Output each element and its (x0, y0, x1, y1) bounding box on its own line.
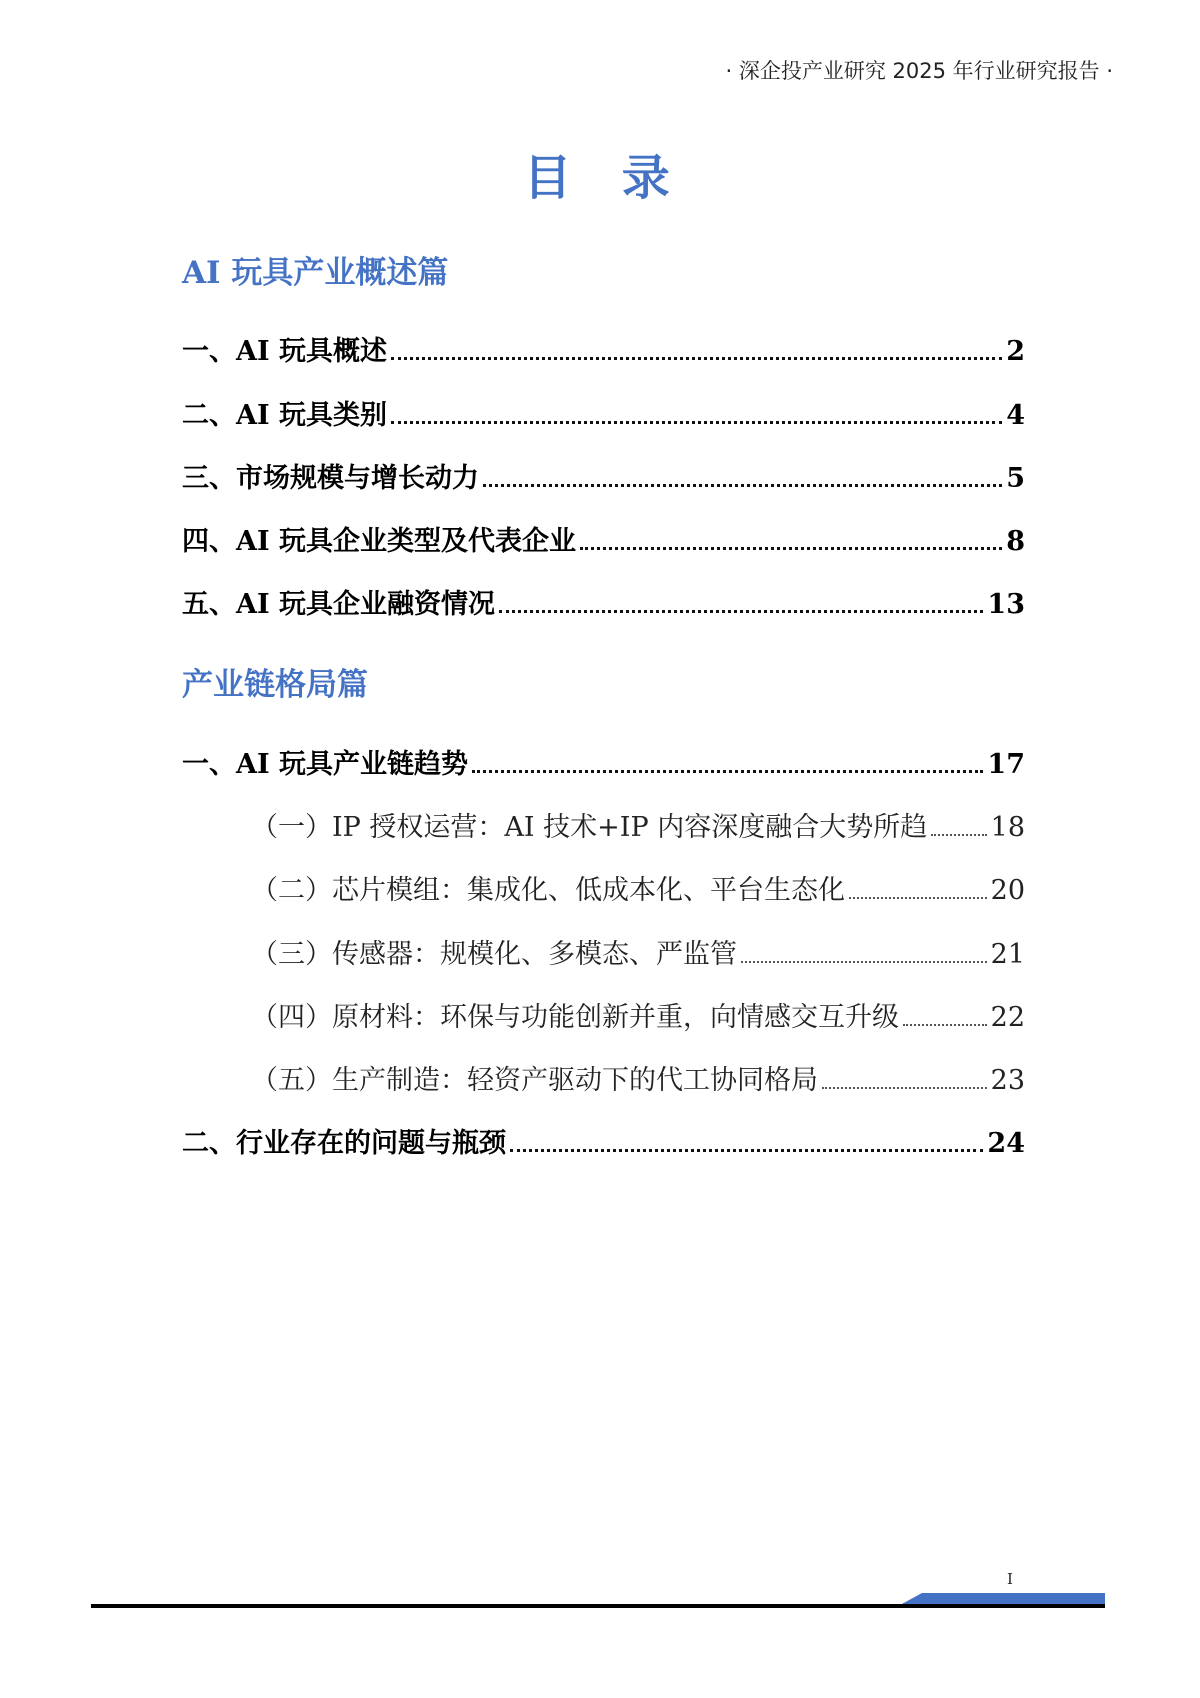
toc-subentry[interactable] (251, 935, 1025, 975)
dot-leader (391, 421, 1002, 424)
toc-subentry-label: （二）芯片模组：集成化、低成本化、平台生态化 (251, 875, 845, 906)
dot-leader (580, 547, 1002, 550)
dot-leader (849, 897, 987, 899)
toc-subentry-page: 18 (990, 812, 1025, 843)
toc-entry[interactable] (182, 332, 1025, 372)
toc-entry-label: 一、AI 玩具概述 (182, 336, 387, 367)
dot-leader (510, 1149, 983, 1152)
dot-leader (822, 1087, 987, 1089)
toc-entry-page: 4 (1006, 400, 1025, 431)
toc-entry-page: 17 (987, 749, 1025, 780)
toc-entry-page: 13 (987, 589, 1025, 620)
toc-entry[interactable] (182, 522, 1025, 562)
toc-entry-label: 四、AI 玩具企业类型及代表企业 (182, 526, 576, 557)
dot-leader (903, 1024, 987, 1026)
toc-entry[interactable] (182, 459, 1025, 499)
toc-subentry-page: 21 (990, 939, 1025, 970)
toc-entry-label: 二、行业存在的问题与瓶颈 (182, 1128, 506, 1159)
toc-subentry-page: 20 (990, 875, 1025, 906)
dot-leader (931, 834, 986, 836)
dot-leader (741, 961, 987, 963)
footer-rule (91, 1604, 1105, 1608)
toc-subentry-label: （五）生产制造：轻资产驱动下的代工协同格局 (251, 1065, 818, 1096)
toc-entry-label: 三、市场规模与增长动力 (182, 463, 479, 494)
toc-entry-page: 24 (987, 1128, 1025, 1159)
toc-subentry[interactable] (251, 871, 1025, 911)
section-heading-industry-chain: 产业链格局篇 (182, 667, 368, 703)
toc-entry[interactable] (182, 585, 1025, 625)
toc-subentry[interactable] (251, 998, 1025, 1038)
toc-subentry[interactable] (251, 808, 1025, 848)
dot-leader (483, 484, 1002, 487)
dot-leader (391, 357, 1002, 360)
section-heading-overview: AI 玩具产业概述篇 (182, 255, 449, 291)
toc-entry-page: 5 (1006, 463, 1025, 494)
running-header: · 深企投产业研究 2025 年行业研究报告 · (725, 59, 1113, 83)
toc-subentry-label: （一）IP 授权运营：AI 技术+IP 内容深度融合大势所趋 (251, 812, 928, 843)
toc-entry[interactable] (182, 396, 1025, 436)
toc-subentry-page: 22 (990, 1002, 1025, 1033)
toc-entry-label: 一、AI 玩具产业链趋势 (182, 749, 468, 780)
page-number: I (1007, 1570, 1013, 1588)
dot-leader (499, 610, 983, 613)
toc-entry-label: 五、AI 玩具企业融资情况 (182, 589, 495, 620)
toc-subentry[interactable] (251, 1061, 1025, 1101)
toc-title: 目 录 (523, 150, 687, 206)
toc-entry[interactable] (182, 1124, 1025, 1164)
toc-entry[interactable] (182, 745, 1025, 785)
dot-leader (472, 770, 983, 773)
toc-entry-page: 2 (1006, 336, 1025, 367)
toc-subentry-label: （四）原材料：环保与功能创新并重，向情感交互升级 (251, 1002, 899, 1033)
toc-subentry-label: （三）传感器：规模化、多模态、严监管 (251, 939, 737, 970)
toc-entry-page: 8 (1006, 526, 1025, 557)
toc-subentry-page: 23 (990, 1065, 1025, 1096)
toc-entry-label: 二、AI 玩具类别 (182, 400, 387, 431)
